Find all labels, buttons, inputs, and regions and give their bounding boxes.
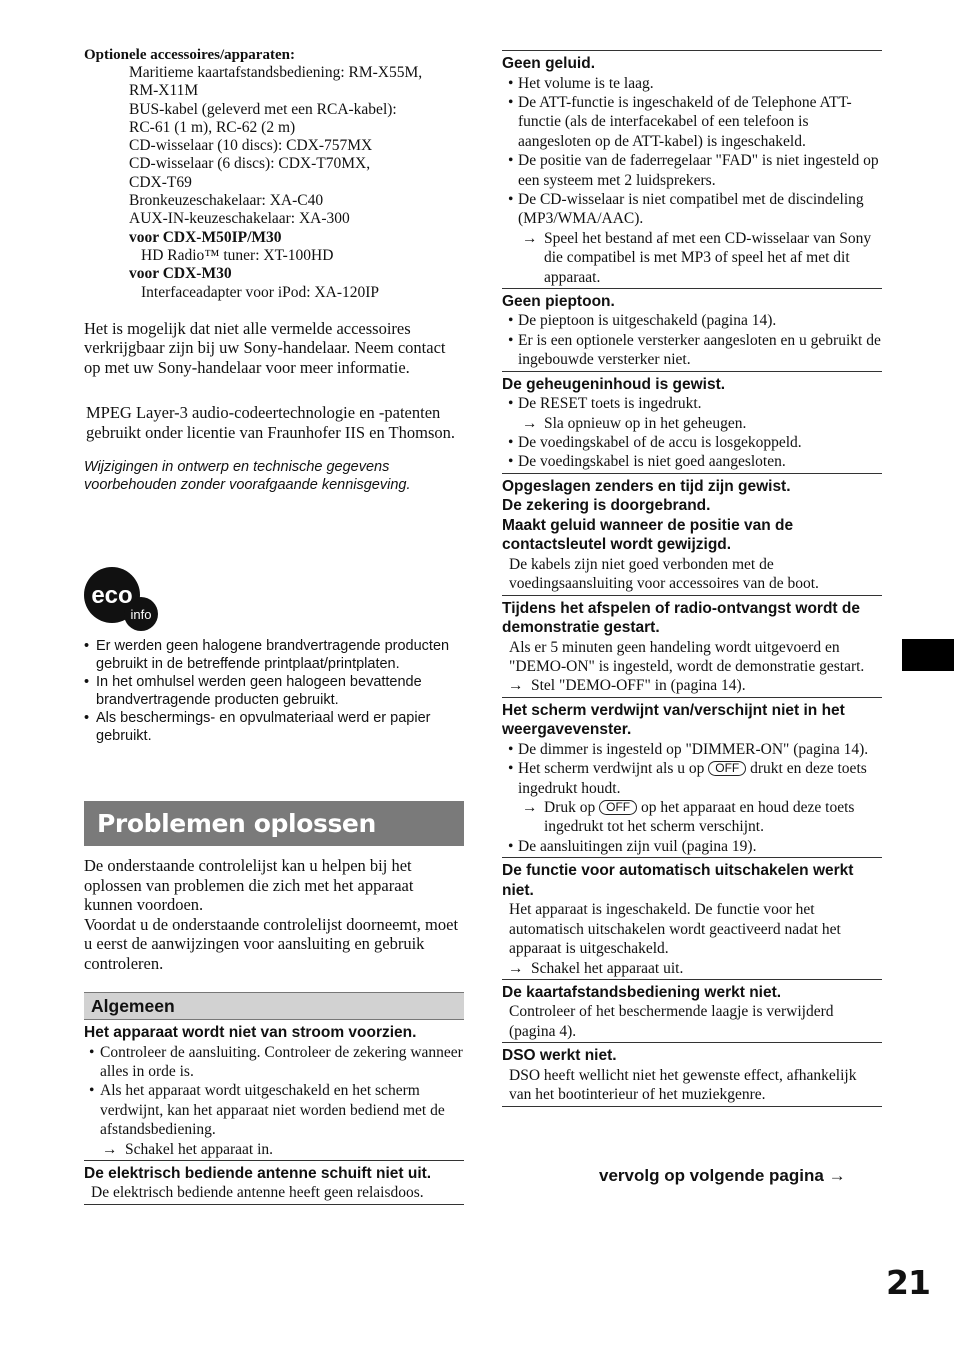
mpeg-note: MPEG Layer-3 audio-codeertechnologie en -patenten gebruikt onder licentie van Fraunhofer IIS en Thomson.	[86, 403, 456, 442]
issue-block	[84, 1023, 464, 1161]
accessory-item: Interfaceadapter voor iPod: XA-120IP	[141, 283, 380, 301]
issue-bullet: • De ATT-functie is ingeschakeld of de Telephone ATT-functie (als de interfacekabel of een telefoon is aangesloten op de ATT-kabel) is ingeschakeld.	[508, 93, 852, 150]
issue-heading: Het apparaat wordt niet van stroom voorzien.	[84, 1024, 417, 1041]
issue-block	[502, 980, 882, 1043]
section-title: Problemen oplossen	[84, 801, 464, 846]
issue-remedy: → Schakel het apparaat uit.	[508, 959, 684, 977]
availability-note: Het is mogelijk dat niet alle vermelde accessoires verkrijgbaar zijn bij uw Sony-handelaar. Neem contact op met uw Sony-handelaar voor meer informatie.	[84, 318, 446, 377]
issue-heading: Tijdens het afspelen of radio-ontvangst wordt de demonstratie gestart.	[502, 599, 860, 637]
left-issues	[84, 1023, 464, 1205]
issue-bullet: • De positie van de faderregelaar "FAD" is niet ingesteld op een systeem met 2 luidsprekers.	[508, 152, 879, 189]
accessory-model-heading: voor CDX-M30	[129, 265, 232, 283]
issue-block	[502, 596, 882, 698]
bullet: •	[84, 710, 90, 726]
issue-bullet: • Het scherm verdwijnt als u op OFF drukt en deze toets ingedrukt houdt.	[508, 760, 867, 797]
issue-heading: Geen pieptoon.	[502, 292, 615, 310]
issue-text: Controleer of het beschermende laagje is verwijderd (pagina 4).	[509, 1003, 834, 1040]
issue-bullet: • Als het apparaat wordt uitgeschakeld en het scherm verdwijnt, kan het apparaat niet worden bediend met de afstandsbediening.	[89, 1082, 445, 1139]
accessory-item: RC-61 (1 m), RC-62 (2 m)	[129, 118, 296, 136]
left-column	[84, 46, 464, 509]
issue-bullet: • De aansluitingen zijn vuil (pagina 19).	[508, 837, 757, 855]
arrow-icon: →	[508, 959, 524, 977]
issue-bullet: • De dimmer is ingesteld op "DIMMER-ON" (pagina 14).	[508, 740, 869, 758]
issue-block	[502, 289, 882, 372]
issue-heading: De elektrisch bediende antenne schuift niet uit.	[84, 1164, 432, 1182]
off-button-symbol: OFF	[708, 761, 746, 776]
accessory-item: RM-X11M	[129, 82, 199, 100]
issue-heading: De kaartafstandsbediening werkt niet.	[502, 983, 782, 1001]
issue-text: Als er 5 minuten geen handeling wordt uitgevoerd en "DEMO-ON" is ingesteld, wordt de demonstratie gestart.	[509, 638, 865, 676]
issue-block	[502, 372, 882, 474]
bullet: •	[84, 674, 90, 690]
issue-block	[502, 1043, 882, 1106]
intro-paragraph: De onderstaande controlelijst kan u helpen bij het oplossen van problemen die zich met het apparaat kunnen voordoen.	[84, 856, 414, 914]
accessories-title: Optionele accessoires/apparaten:	[84, 47, 295, 63]
page-number: 21	[886, 1263, 930, 1302]
issue-bullet: • De voedingskabel is niet goed aangesloten.	[508, 453, 786, 471]
bullet: •	[84, 638, 90, 654]
off-button-symbol: OFF	[599, 800, 637, 815]
accessory-item: CDX-T69	[129, 173, 192, 191]
eco-info-icon	[84, 567, 160, 633]
accessory-item: AUX-IN-keuzeschakelaar: XA-300	[129, 210, 350, 228]
accessory-item: BUS-kabel (geleverd met een RCA-kabel):	[129, 100, 397, 118]
changes-note: Wijzigingen in ontwerp en technische gegevens voorbehouden zonder voorafgaande kennisgeving.	[84, 459, 411, 494]
arrow-icon: →	[102, 1140, 118, 1158]
issue-heading: Geen geluid.	[502, 55, 596, 72]
issue-heading: Het scherm verdwijnt van/verschijnt niet in het weergavevenster.	[502, 701, 845, 739]
intro-paragraph: Voordat u de onderstaande controlelijst doorneemt, moet u eerst de aanwijzingen voor aansluiting en gebruik controleren.	[84, 914, 459, 973]
right-column	[502, 50, 882, 1107]
accessory-item: Bronkeuzeschakelaar: XA-C40	[129, 192, 324, 210]
intro-section	[84, 856, 464, 973]
issue-remedy: → Schakel het apparaat in.	[102, 1140, 274, 1158]
issue-block	[502, 51, 882, 289]
issue-remedy: → Speel het bestand af met een CD-wisselaar van Sony die compatibel is met MP3 of speel het af met dit apparaat.	[522, 229, 872, 286]
issue-remedy: → Sla opnieuw op in het geheugen.	[522, 414, 747, 432]
accessory-item: HD Radio™ tuner: XT-100HD	[141, 246, 334, 264]
issue-bullet: • Het volume is te laag.	[508, 74, 654, 92]
issue-bullet: • De pieptoon is uitgeschakeld (pagina 14).	[508, 312, 777, 330]
subsection-title: Algemeen	[84, 992, 464, 1020]
eco-list-item: • In het omhulsel werden geen halogeen bevattende brandvertragende producten gebruikt.	[84, 674, 422, 708]
eco-section	[84, 637, 464, 745]
issue-block	[502, 474, 882, 596]
issue-heading: Maakt geluid wanneer de positie van de contactsleutel wordt gewijzigd.	[502, 516, 794, 554]
issue-text: Het apparaat is ingeschakeld. De functie voor het automatisch uitschakelen wordt geactiveerd nadat het apparaat is uitgeschakeld.	[509, 901, 841, 958]
arrow-icon: →	[508, 677, 524, 695]
continued-note: vervolg op volgende pagina →	[599, 1166, 846, 1185]
arrow-icon: →	[522, 414, 538, 432]
issue-text: De kabels zijn niet goed verbonden met de voedingsaansluiting voor accessoires van de boot.	[509, 555, 819, 593]
issue-bullet: • De CD-wisselaar is niet compatibel met de discindeling (MP3/WMA/AAC).	[508, 190, 864, 228]
eco-logo-text: eco	[91, 582, 133, 609]
eco-list-item: • Er werden geen halogene brandvertragende producten gebruikt in de betreffende printplaat/printplaten.	[84, 638, 450, 672]
arrow-icon: →	[828, 1166, 846, 1185]
accessory-model-heading: voor CDX-M50IP/M30	[129, 228, 282, 246]
eco-list-item: • Als beschermings- en opvulmateriaal werd er papier gebruikt.	[84, 710, 431, 744]
issue-heading: De zekering is doorgebrand.	[502, 497, 711, 515]
accessory-item: Maritieme kaartafstandsbediening: RM-X55M,	[129, 64, 423, 81]
issue-heading: DSO werkt niet.	[502, 1047, 617, 1065]
accessory-item: CD-wisselaar (10 discs): CDX-757MX	[129, 137, 373, 155]
issue-bullet: • De voedingskabel of de accu is losgekoppeld.	[508, 434, 802, 451]
accessory-item: CD-wisselaar (6 discs): CDX-T70MX,	[129, 155, 371, 173]
issue-block	[84, 1161, 464, 1205]
chapter-tab-marker	[902, 639, 954, 671]
eco-logo-subtext: info	[130, 607, 152, 622]
issue-bullet: • Er is een optionele versterker aangesloten en u gebruikt de ingebouwde versterker niet.	[508, 331, 881, 369]
accessories-list	[84, 64, 464, 302]
issue-text: DSO heeft wellicht niet het gewenste effect, afhankelijk van het bootinterieur of het muziekgenre.	[509, 1066, 857, 1104]
arrow-icon: →	[522, 799, 538, 817]
issue-heading: Opgeslagen zenders en tijd zijn gewist.	[502, 477, 791, 495]
issue-remedy: → Druk op OFF op het apparaat en houd deze toets ingedrukt tot het scherm verschijnt.	[522, 799, 855, 836]
eco-list	[84, 637, 464, 745]
issue-heading: De geheugeninhoud is gewist.	[502, 375, 726, 393]
arrow-icon: →	[522, 229, 538, 247]
issue-bullet: • De RESET toets is ingedrukt.	[508, 395, 702, 413]
issue-bullet: • Controleer de aansluiting. Controleer de zekering wanneer alles in orde is.	[89, 1043, 463, 1080]
issue-text: De elektrisch bediende antenne heeft geen relaisdoos.	[91, 1184, 424, 1202]
issue-heading: De functie voor automatisch uitschakelen werkt niet.	[502, 862, 854, 899]
issue-remedy: → Stel "DEMO-OFF" in (pagina 14).	[508, 677, 746, 695]
issue-block	[502, 698, 882, 858]
issue-block	[502, 858, 882, 980]
eco-info-logo	[84, 567, 160, 633]
